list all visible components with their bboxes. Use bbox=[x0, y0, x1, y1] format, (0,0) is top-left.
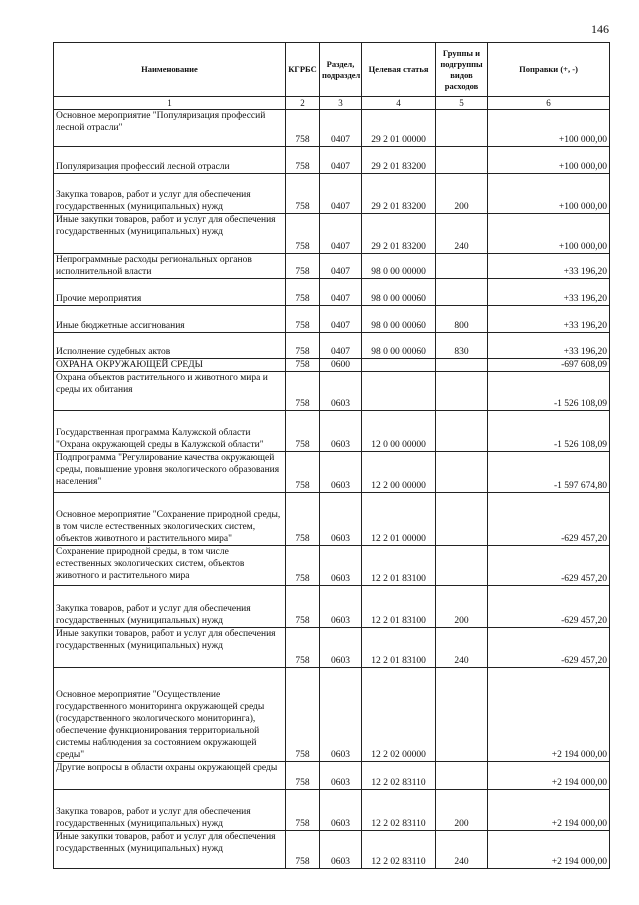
row-amount: -629 457,20 bbox=[488, 586, 610, 628]
row-name: Исполнение судебных актов bbox=[54, 333, 286, 359]
row-group: 200 bbox=[436, 174, 488, 214]
row-amount: +33 196,20 bbox=[488, 254, 610, 279]
table-row bbox=[54, 452, 610, 493]
row-amount: -629 457,20 bbox=[488, 628, 610, 668]
row-section: 0603 bbox=[320, 668, 362, 762]
table-row bbox=[54, 790, 610, 831]
row-section: 0407 bbox=[320, 254, 362, 279]
row-amount: +33 196,20 bbox=[488, 306, 610, 333]
row-kgrbs: 758 bbox=[286, 668, 320, 762]
row-amount: -1 597 674,80 bbox=[488, 452, 610, 493]
row-kgrbs: 758 bbox=[286, 411, 320, 452]
row-amount: +100 000,00 bbox=[488, 147, 610, 174]
row-amount: -1 526 108,09 bbox=[488, 372, 610, 411]
row-group: 800 bbox=[436, 306, 488, 333]
row-kgrbs: 758 bbox=[286, 372, 320, 411]
row-group: 240 bbox=[436, 831, 488, 869]
row-section: 0600 bbox=[320, 359, 362, 372]
row-group: 830 bbox=[436, 333, 488, 359]
table-row bbox=[54, 333, 610, 359]
row-name: Непрограммные расходы региональных органов исполнительной власти bbox=[54, 254, 286, 279]
row-amount: +2 194 000,00 bbox=[488, 762, 610, 790]
row-name: Подпрограмма "Регулирование качества окружающей среды, повышение уровня экологического образования населения" bbox=[54, 452, 286, 493]
row-name: ОХРАНА ОКРУЖАЮЩЕЙ СРЕДЫ bbox=[54, 359, 286, 372]
column-number: 6 bbox=[488, 97, 610, 110]
header-target: Целевая статья bbox=[362, 43, 436, 97]
row-amount: +2 194 000,00 bbox=[488, 831, 610, 869]
page-number: 146 bbox=[591, 22, 609, 36]
row-target: 29 2 01 83200 bbox=[362, 147, 436, 174]
row-name: Основное мероприятие "Сохранение природной среды, в том числе естественных экологических систем, объектов животного и растительного мира" bbox=[54, 493, 286, 546]
row-section: 0603 bbox=[320, 452, 362, 493]
row-section: 0603 bbox=[320, 831, 362, 869]
header-group: Группы и подгруппы видов расходов bbox=[436, 43, 488, 97]
row-amount: -1 526 108,09 bbox=[488, 411, 610, 452]
row-kgrbs: 758 bbox=[286, 254, 320, 279]
row-section: 0603 bbox=[320, 546, 362, 586]
row-group bbox=[436, 279, 488, 306]
row-section: 0603 bbox=[320, 372, 362, 411]
row-kgrbs: 758 bbox=[286, 174, 320, 214]
row-target: 29 2 01 83200 bbox=[362, 214, 436, 254]
row-section: 0603 bbox=[320, 411, 362, 452]
row-target: 12 0 00 00000 bbox=[362, 411, 436, 452]
row-name: Иные бюджетные ассигнования bbox=[54, 306, 286, 333]
table-row bbox=[54, 359, 610, 372]
row-target: 12 2 02 83110 bbox=[362, 831, 436, 869]
row-group bbox=[436, 359, 488, 372]
table-row bbox=[54, 668, 610, 762]
column-number: 2 bbox=[286, 97, 320, 110]
table-row bbox=[54, 306, 610, 333]
column-number: 3 bbox=[320, 97, 362, 110]
table-row bbox=[54, 762, 610, 790]
table-row bbox=[54, 174, 610, 214]
row-name: Иные закупки товаров, работ и услуг для обеспечения государственных (муниципальных) нужд bbox=[54, 831, 286, 869]
table-row bbox=[54, 493, 610, 546]
row-target: 12 2 00 00000 bbox=[362, 452, 436, 493]
row-kgrbs: 758 bbox=[286, 147, 320, 174]
row-target: 12 2 01 83100 bbox=[362, 546, 436, 586]
table-row bbox=[54, 147, 610, 174]
row-name: Сохранение природной среды, в том числе естественных экологических систем, объектов животного и растительного мира bbox=[54, 546, 286, 586]
row-group: 200 bbox=[436, 790, 488, 831]
table-row bbox=[54, 214, 610, 254]
row-target bbox=[362, 372, 436, 411]
row-section: 0407 bbox=[320, 174, 362, 214]
row-target: 29 2 01 00000 bbox=[362, 110, 436, 147]
row-target: 12 2 02 83110 bbox=[362, 790, 436, 831]
row-group: 240 bbox=[436, 628, 488, 668]
row-section: 0603 bbox=[320, 628, 362, 668]
row-name: Иные закупки товаров, работ и услуг для обеспечения государственных (муниципальных) нужд bbox=[54, 214, 286, 254]
row-amount: +100 000,00 bbox=[488, 214, 610, 254]
row-amount: -629 457,20 bbox=[488, 546, 610, 586]
row-group bbox=[436, 372, 488, 411]
column-numbers-row bbox=[54, 97, 610, 110]
row-group bbox=[436, 452, 488, 493]
row-name: Другие вопросы в области охраны окружающей среды bbox=[54, 762, 286, 790]
row-group bbox=[436, 147, 488, 174]
row-target: 98 0 00 00060 bbox=[362, 279, 436, 306]
row-section: 0603 bbox=[320, 493, 362, 546]
table-row bbox=[54, 110, 610, 147]
row-group bbox=[436, 254, 488, 279]
row-target bbox=[362, 359, 436, 372]
row-amount: -697 608,09 bbox=[488, 359, 610, 372]
row-target: 12 2 01 00000 bbox=[362, 493, 436, 546]
row-group: 240 bbox=[436, 214, 488, 254]
row-target: 98 0 00 00000 bbox=[362, 254, 436, 279]
table-row bbox=[54, 546, 610, 586]
table-row bbox=[54, 279, 610, 306]
row-section: 0603 bbox=[320, 586, 362, 628]
row-kgrbs: 758 bbox=[286, 762, 320, 790]
row-section: 0603 bbox=[320, 790, 362, 831]
row-name: Иные закупки товаров, работ и услуг для обеспечения государственных (муниципальных) нужд bbox=[54, 628, 286, 668]
row-group bbox=[436, 411, 488, 452]
row-kgrbs: 758 bbox=[286, 493, 320, 546]
table-row bbox=[54, 411, 610, 452]
row-name: Основное мероприятие "Осуществление государственного мониторинга окружающей среды (государственного экологического мониторинга), обеспечение функционирования территориальной системы наблюдения за состоянием окружающей среды" bbox=[54, 668, 286, 762]
column-number: 4 bbox=[362, 97, 436, 110]
row-amount: +100 000,00 bbox=[488, 174, 610, 214]
row-name: Основное мероприятие "Популяризация профессий лесной отрасли" bbox=[54, 110, 286, 147]
row-section: 0603 bbox=[320, 762, 362, 790]
row-target: 29 2 01 83200 bbox=[362, 174, 436, 214]
row-kgrbs: 758 bbox=[286, 546, 320, 586]
table-row bbox=[54, 586, 610, 628]
row-group: 200 bbox=[436, 586, 488, 628]
header-name: Наименование bbox=[54, 43, 286, 97]
row-section: 0407 bbox=[320, 306, 362, 333]
row-target: 98 0 00 00060 bbox=[362, 333, 436, 359]
row-name: Прочие мероприятия bbox=[54, 279, 286, 306]
row-name: Закупка товаров, работ и услуг для обеспечения государственных (муниципальных) нужд bbox=[54, 790, 286, 831]
row-target: 12 2 02 83110 bbox=[362, 762, 436, 790]
row-group bbox=[436, 546, 488, 586]
row-name: Охрана объектов растительного и животного мира и среды их обитания bbox=[54, 372, 286, 411]
row-target: 98 0 00 00060 bbox=[362, 306, 436, 333]
row-amount: +100 000,00 bbox=[488, 110, 610, 147]
row-kgrbs: 758 bbox=[286, 333, 320, 359]
column-number: 5 bbox=[436, 97, 488, 110]
table-header-row bbox=[54, 43, 610, 97]
row-target: 12 2 02 00000 bbox=[362, 668, 436, 762]
row-target: 12 2 01 83100 bbox=[362, 628, 436, 668]
table-row bbox=[54, 628, 610, 668]
row-target: 12 2 01 83100 bbox=[362, 586, 436, 628]
table-row bbox=[54, 831, 610, 869]
header-amount: Поправки (+, -) bbox=[488, 43, 610, 97]
row-amount: +33 196,20 bbox=[488, 333, 610, 359]
row-kgrbs: 758 bbox=[286, 831, 320, 869]
row-kgrbs: 758 bbox=[286, 586, 320, 628]
row-kgrbs: 758 bbox=[286, 359, 320, 372]
row-group bbox=[436, 110, 488, 147]
column-number: 1 bbox=[54, 97, 286, 110]
row-amount: -629 457,20 bbox=[488, 493, 610, 546]
row-group bbox=[436, 493, 488, 546]
row-group bbox=[436, 668, 488, 762]
row-amount: +2 194 000,00 bbox=[488, 790, 610, 831]
row-section: 0407 bbox=[320, 147, 362, 174]
row-section: 0407 bbox=[320, 110, 362, 147]
row-kgrbs: 758 bbox=[286, 110, 320, 147]
header-kgrbs: КГРБС bbox=[286, 43, 320, 97]
row-kgrbs: 758 bbox=[286, 628, 320, 668]
row-section: 0407 bbox=[320, 214, 362, 254]
budget-table bbox=[53, 42, 610, 869]
row-kgrbs: 758 bbox=[286, 790, 320, 831]
row-group bbox=[436, 762, 488, 790]
row-name: Государственная программа Калужской области "Охрана окружающей среды в Калужской области" bbox=[54, 411, 286, 452]
row-kgrbs: 758 bbox=[286, 452, 320, 493]
table-row bbox=[54, 254, 610, 279]
row-amount: +2 194 000,00 bbox=[488, 668, 610, 762]
row-name: Популяризация профессий лесной отрасли bbox=[54, 147, 286, 174]
row-amount: +33 196,20 bbox=[488, 279, 610, 306]
row-kgrbs: 758 bbox=[286, 306, 320, 333]
row-kgrbs: 758 bbox=[286, 214, 320, 254]
row-section: 0407 bbox=[320, 333, 362, 359]
table-row bbox=[54, 372, 610, 411]
row-name: Закупка товаров, работ и услуг для обеспечения государственных (муниципальных) нужд bbox=[54, 174, 286, 214]
header-section: Раздел, подраздел bbox=[320, 43, 362, 97]
row-kgrbs: 758 bbox=[286, 279, 320, 306]
row-name: Закупка товаров, работ и услуг для обеспечения государственных (муниципальных) нужд bbox=[54, 586, 286, 628]
row-section: 0407 bbox=[320, 279, 362, 306]
